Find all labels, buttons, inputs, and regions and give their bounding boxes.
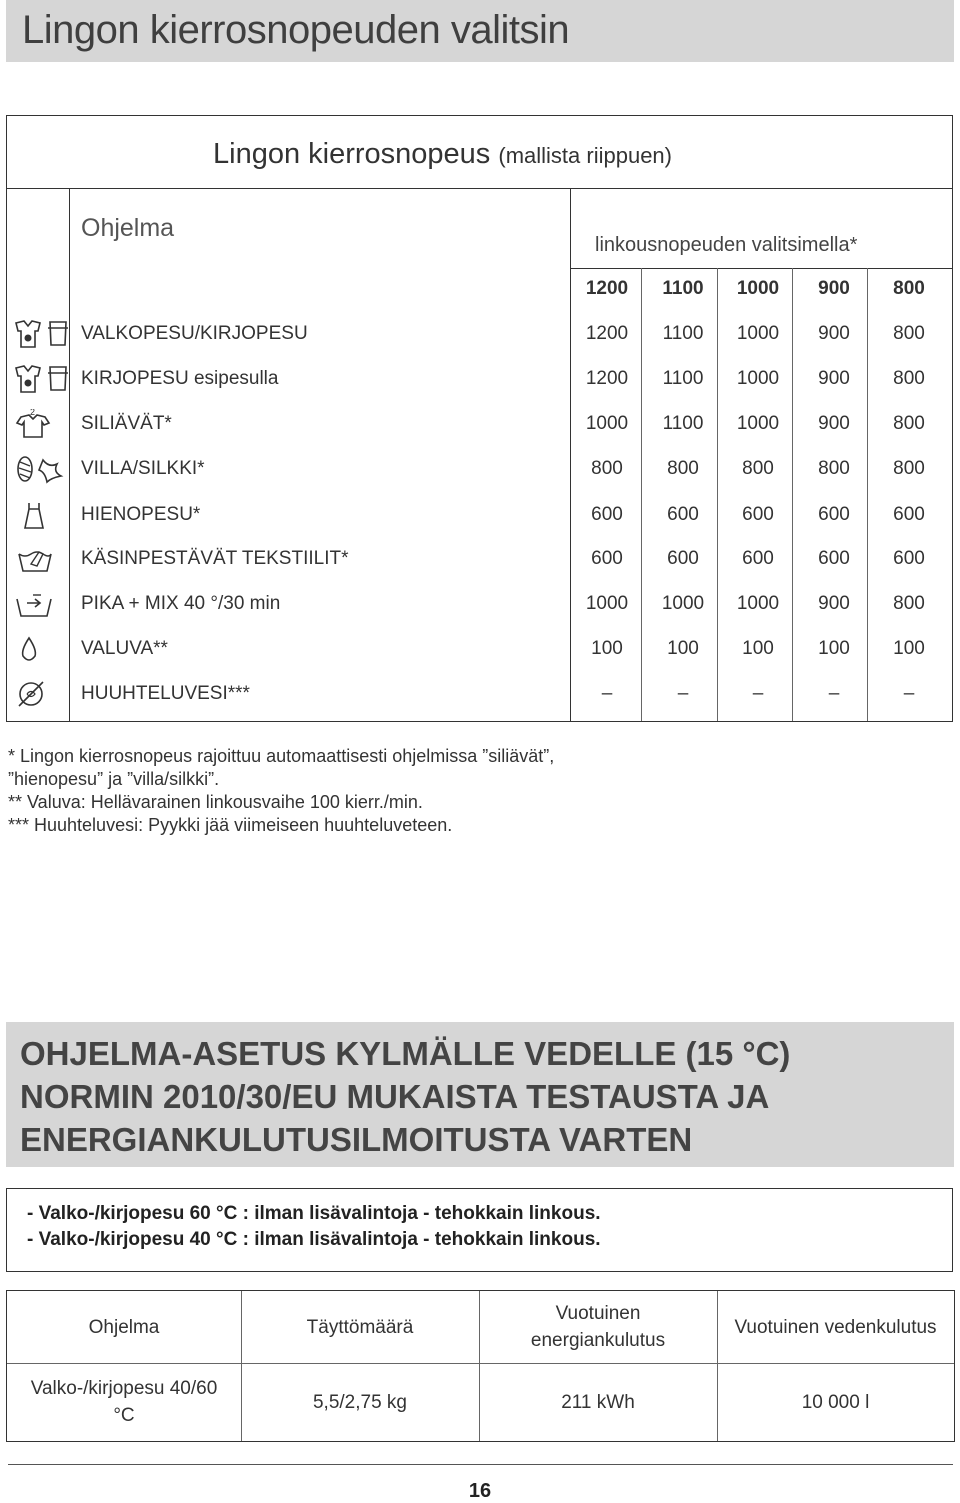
speed-value: 600 xyxy=(893,548,925,569)
speed-value: 600 xyxy=(818,504,850,525)
footnote: *** Huuhteluvesi: Pyykki jää viimeiseen huuhteluveteen. xyxy=(8,815,453,835)
speed-value: 1000 xyxy=(585,413,629,434)
speed-value: 600 xyxy=(893,504,925,525)
speed-value: 600 xyxy=(742,504,774,525)
speed-value: 600 xyxy=(591,504,623,525)
spin-speed-table xyxy=(6,115,953,722)
speed-value: 1000 xyxy=(661,593,705,614)
program-name: KIRJOPESU esipesulla xyxy=(81,368,279,389)
speed-value: 1200 xyxy=(585,368,629,389)
heading-line: ENERGIANKULUTUSILMOITUSTA VARTEN xyxy=(20,1121,693,1158)
section-heading xyxy=(20,1032,790,1161)
speed-value: – xyxy=(677,683,689,704)
program-name: PIKA + MIX 40 °/30 min xyxy=(81,593,281,614)
footnote: ** Valuva: Hellävarainen linkousvaihe 100 kierr./min. xyxy=(8,792,423,812)
speed-value: 100 xyxy=(667,638,699,659)
table-row xyxy=(7,673,952,717)
speed-value: 100 xyxy=(818,638,850,659)
footnotes xyxy=(8,745,554,837)
speed-header-row xyxy=(7,268,952,312)
speed-column-header: 900 xyxy=(818,278,850,299)
speed-value: 100 xyxy=(893,638,925,659)
program-header: Ohjelma xyxy=(81,214,175,242)
speed-value: 900 xyxy=(818,593,850,614)
speed-value: 1000 xyxy=(736,593,780,614)
speed-value: 1100 xyxy=(662,413,704,434)
cotton-tub-icon xyxy=(13,364,73,394)
speed-value: – xyxy=(903,683,915,704)
divider xyxy=(7,188,952,189)
divider xyxy=(641,268,642,721)
speed-value: 800 xyxy=(667,458,699,479)
divider xyxy=(867,268,868,721)
header-cell: Vuotuinen vedenkulutus xyxy=(734,1316,937,1338)
program-name: HIENOPESU* xyxy=(81,504,201,525)
program-name: KÄSINPESTÄVÄT TEKSTIILIT* xyxy=(81,548,349,569)
header-cell: Vuotuinen energiankulutus xyxy=(530,1303,666,1351)
footnote: * Lingon kierrosnopeus rajoittuu automaattisesti ohjelmissa ”siliävät”, xyxy=(8,746,555,766)
speed-value: 800 xyxy=(591,458,623,479)
data-cell: 10 000 l xyxy=(801,1391,870,1413)
page-title: Lingon kierrosnopeuden valitsin xyxy=(22,8,570,52)
speed-value: – xyxy=(828,683,840,704)
table-title xyxy=(213,138,672,171)
footnote: ”hienopesu” ja ”villa/silkki”. xyxy=(8,769,220,789)
page-number: 16 xyxy=(468,1480,492,1502)
speed-value: 800 xyxy=(818,458,850,479)
speed-value: 100 xyxy=(742,638,774,659)
data-cell: Valko-/kirjopesu 40/60 °C xyxy=(30,1378,218,1426)
setting-line: - Valko-/kirjopesu 60 °C : ilman lisävalintoja - tehokkain linkous. xyxy=(27,1203,601,1224)
quick-mix-icon xyxy=(13,589,73,619)
speed-value: 1100 xyxy=(662,368,704,389)
table-title-sub: (mallista riippuen) xyxy=(498,143,672,168)
speed-value: 1200 xyxy=(585,323,629,344)
header-cell: Täyttömäärä xyxy=(306,1316,414,1338)
svg-text:2: 2 xyxy=(30,409,36,417)
speed-value: 800 xyxy=(893,368,925,389)
program-name: VALUVA** xyxy=(81,638,168,659)
rinse-hold-icon xyxy=(13,679,73,709)
speed-value: 600 xyxy=(742,548,774,569)
speed-value: 1000 xyxy=(736,413,780,434)
data-cell: 211 kWh xyxy=(561,1391,635,1413)
speed-value: 800 xyxy=(893,593,925,614)
speed-column-header: 800 xyxy=(893,278,925,299)
speed-value: 800 xyxy=(893,458,925,479)
table-title-main: Lingon kierrosnopeus xyxy=(213,138,491,170)
table-row xyxy=(7,628,952,672)
program-name: VILLA/SILKKI* xyxy=(81,458,205,479)
speed-value: 100 xyxy=(591,638,623,659)
table-row xyxy=(7,448,952,492)
speed-value: 600 xyxy=(591,548,623,569)
title-banner xyxy=(6,0,954,62)
speed-value: 1000 xyxy=(585,593,629,614)
speed-column-header: 1200 xyxy=(585,278,629,299)
speed-value: 900 xyxy=(818,368,850,389)
heading-line: NORMIN 2010/30/EU MUKAISTA TESTAUSTA JA xyxy=(20,1078,770,1115)
speed-value: 1100 xyxy=(662,323,704,344)
speed-value: 600 xyxy=(667,548,699,569)
easy-care-shirt-icon xyxy=(13,409,73,439)
speed-value: 1000 xyxy=(736,368,780,389)
heading-line: OHJELMA-ASETUS KYLMÄLLE VEDELLE (15 °C) xyxy=(20,1035,791,1072)
cotton-tub-icon xyxy=(13,319,73,349)
table-row xyxy=(7,494,952,538)
speed-value: 600 xyxy=(667,504,699,525)
data-cell: 5,5/2,75 kg xyxy=(312,1391,408,1413)
divider xyxy=(792,268,793,721)
cold-water-banner xyxy=(6,1022,954,1167)
consumption-table xyxy=(6,1290,955,1442)
speed-value: 600 xyxy=(818,548,850,569)
table-row xyxy=(7,403,952,447)
footer-rule xyxy=(8,1464,953,1465)
settings-box xyxy=(6,1188,953,1272)
drop-icon xyxy=(13,634,73,664)
table-row xyxy=(7,583,952,627)
speed-value: 800 xyxy=(893,413,925,434)
setting-line: - Valko-/kirjopesu 40 °C : ilman lisävalintoja - tehokkain linkous. xyxy=(27,1229,601,1250)
table-row xyxy=(7,358,952,402)
program-name: VALKOPESU/KIRJOPESU xyxy=(81,323,308,344)
speed-column-header: 1100 xyxy=(662,278,704,299)
speed-value: 900 xyxy=(818,323,850,344)
program-name: HUUHTELUVESI*** xyxy=(81,683,250,704)
speed-value: 1000 xyxy=(736,323,780,344)
delicate-dress-icon xyxy=(13,500,73,530)
table-row xyxy=(7,313,952,357)
speed-value: – xyxy=(601,683,613,704)
speed-value: 800 xyxy=(742,458,774,479)
speed-column-header: 1000 xyxy=(736,278,780,299)
hand-wash-icon xyxy=(13,544,73,574)
speed-value: – xyxy=(752,683,764,704)
speed-value: 800 xyxy=(893,323,925,344)
program-name: SILIÄVÄT* xyxy=(81,413,172,434)
divider xyxy=(717,268,718,721)
speed-value: 900 xyxy=(818,413,850,434)
speed-header: linkousnopeuden valitsimella* xyxy=(595,234,858,256)
wool-silk-icon xyxy=(13,454,73,484)
header-cell: Ohjelma xyxy=(88,1316,160,1338)
table-row xyxy=(7,538,952,582)
